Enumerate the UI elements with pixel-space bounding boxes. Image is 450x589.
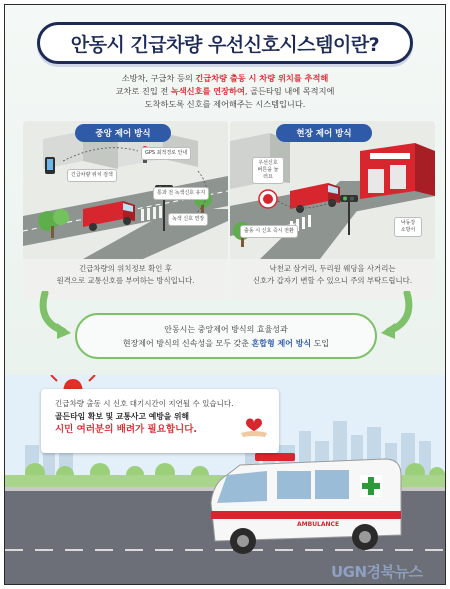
intro-line3: 도착하도록 신호를 제어해주는 시스템입니다. bbox=[144, 99, 306, 109]
message-line1: 긴급차량 출동 시 신호 대기시간이 지연될 수 있습니다. bbox=[55, 399, 234, 408]
summary-line2-end: 도입 bbox=[311, 339, 330, 348]
callout-priority-button: 우선신호 버튼을 눌러요 bbox=[252, 157, 284, 184]
callout-vehicle-location: 긴급차량 위치 검색 bbox=[67, 169, 117, 182]
intro-line1: 소방차, 구급차 등의 bbox=[121, 73, 196, 83]
summary-line1: 안동시는 중앙제어 방식의 효율성과 bbox=[164, 325, 288, 334]
title-banner bbox=[37, 22, 413, 64]
central-control-description bbox=[23, 263, 228, 287]
poster-frame bbox=[4, 4, 446, 585]
summary-highlight: 혼합형 제어 방식 bbox=[251, 339, 312, 348]
central-desc-line1: 긴급차량의 위치정보 확인 후 bbox=[79, 264, 172, 273]
intro-line2-rest: , 골든타임 내에 목적지에 bbox=[244, 86, 335, 96]
intro-line1-highlight: 긴급차량 출동 시 차량 위치를 추적해 bbox=[195, 73, 329, 83]
central-control-panel bbox=[23, 121, 228, 299]
summary-box bbox=[75, 313, 377, 359]
callout-fire-station: 낙동강 소방서 bbox=[394, 217, 422, 237]
callout-green-extend: 녹색 신호 연장 bbox=[168, 213, 208, 226]
ambulance-label: AMBULANCE bbox=[297, 521, 340, 528]
tab-central-control: 중앙 제어 방식 bbox=[75, 124, 171, 142]
intro-text bbox=[65, 72, 385, 111]
message-line2: 골든타임 확보 및 교통사고 예방을 위해 bbox=[55, 412, 190, 421]
callout-green-hold: 통과 전 녹색신호 유지 bbox=[153, 187, 209, 200]
intro-line2: 교차로 진입 전 bbox=[115, 86, 171, 96]
onsite-desc-line2: 신호가 갑자기 변할 수 있으니 주의 부탁드립니다. bbox=[252, 276, 413, 285]
summary-line2: 현장제어 방식의 신속성을 모두 갖춘 bbox=[122, 339, 252, 348]
left-arrow-icon bbox=[15, 291, 75, 341]
page-title: 안동시 긴급차량 우선신호시스템이란? bbox=[70, 33, 380, 56]
message-box bbox=[41, 389, 279, 453]
onsite-desc-line1: 낙천교 삼거리, 두리원 웨딩을 사거리는 bbox=[269, 264, 396, 273]
callout-instant-switch: 출동 시 신호 즉시 전환 bbox=[240, 225, 298, 238]
intro-line2-highlight: 녹색신호를 연장하여 bbox=[170, 86, 245, 96]
callout-gps-route: GPS 최적경로 안내 bbox=[141, 147, 191, 160]
watermark: UGN경북뉴스 bbox=[331, 563, 423, 581]
onsite-control-description bbox=[230, 263, 435, 287]
heart-hand-icon bbox=[239, 411, 269, 439]
right-arrow-icon bbox=[377, 291, 437, 341]
central-desc-line2: 원격으로 교통신호를 부여하는 방식입니다. bbox=[56, 276, 195, 285]
message-line3: 시민 여러분의 배려가 필요합니다. bbox=[55, 424, 198, 435]
tab-onsite-control: 현장 제어 방식 bbox=[276, 124, 372, 142]
onsite-control-panel bbox=[230, 121, 435, 299]
